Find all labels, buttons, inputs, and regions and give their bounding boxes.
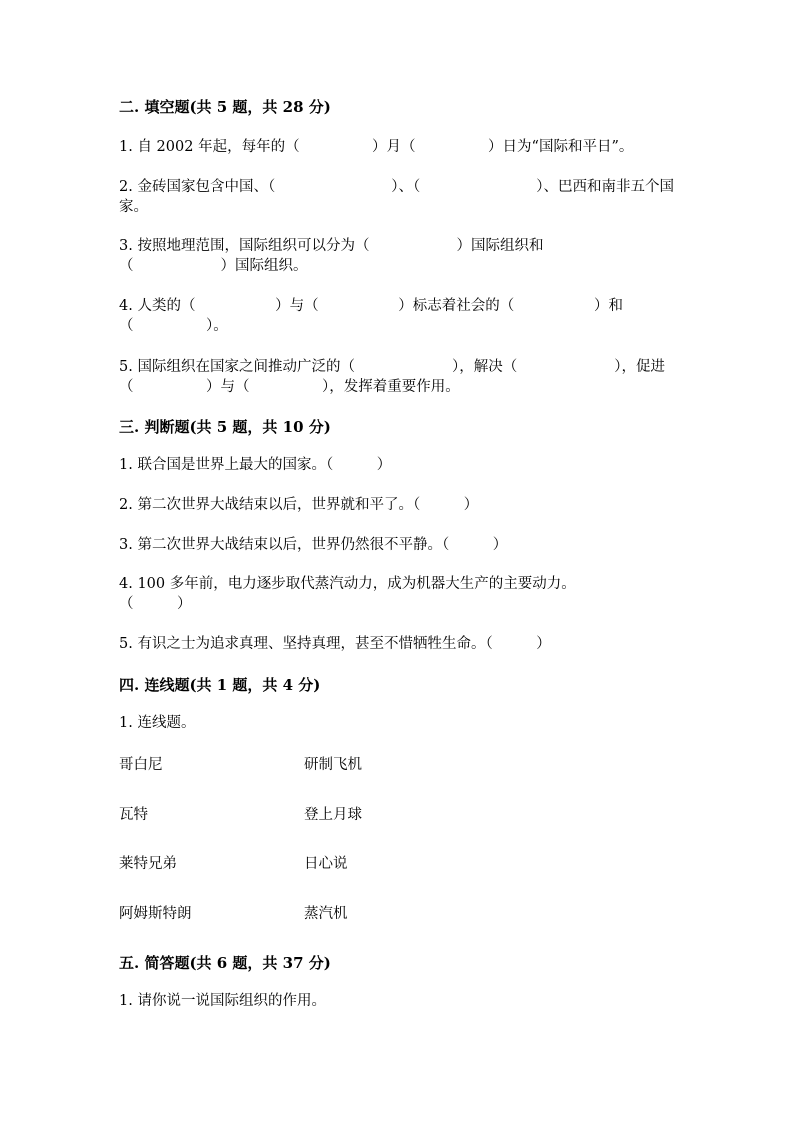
match-left-item: 阿姆斯特朗 [119, 906, 192, 922]
match-right-item: 日心说 [304, 856, 348, 872]
fill-question-5-segment: ），解决（ [451, 359, 518, 375]
judge-question-4-line-2: （ ） [119, 596, 192, 612]
fill-question-2-line-2: 家。 [119, 199, 148, 215]
fill-question-4-segment: ）与（ [275, 298, 319, 314]
fill-question-5-segment: 5. 国际组织在国家之间推动广泛的（ [119, 359, 355, 375]
match-question-1-text: 1. 连线题。 [119, 715, 196, 731]
fill-question-2-line-1 [119, 177, 674, 197]
match-left-item: 哥白尼 [119, 757, 163, 773]
fill-question-4-segment: ）标志着社会的（ [398, 298, 515, 314]
judge-question-3 [119, 535, 674, 555]
short-question-1-text: 1. 请你说一说国际组织的作用。 [119, 993, 326, 1009]
judge-question-5 [119, 634, 674, 654]
fill-question-1 [119, 137, 674, 157]
section-heading-short-answer: 五. 简答题(共 6 题，共 37 分) [119, 954, 331, 972]
fill-question-2-segment: ）、（ [391, 179, 421, 195]
judge-question-1 [119, 455, 674, 475]
fill-question-4 [119, 296, 674, 336]
fill-question-1-text: 1. 自 2002 年起，每年的（ ）月（ ）日为“国际和平日”。 [119, 139, 634, 155]
judge-question-4-line-1: 4. 100 多年前，电力逐步取代蒸汽动力，成为机器大生产的主要动力。 [119, 576, 576, 592]
section-heading-fill-blank: 二. 填空题(共 5 题，共 28 分) [119, 98, 331, 116]
fill-question-4-segment: 4. 人类的（ [119, 298, 196, 314]
fill-question-4-segment: ）和 [593, 298, 623, 314]
fill-question-5-segment: ），促进 [614, 359, 665, 375]
judge-question-3-text: 3. 第二次世界大战结束以后，世界仍然很不平静。（ ） [119, 537, 508, 553]
fill-question-5-line-1 [119, 357, 665, 377]
judge-question-5-text: 5. 有识之士为追求真理、坚持真理，甚至不惜牺牲生命。（ ） [119, 636, 551, 652]
fill-question-5-line-2: （ ）与（ ），发挥着重要作用。 [119, 379, 460, 395]
fill-question-2-segment: ）、巴西和南非五个国 [536, 179, 674, 195]
judge-question-2-text: 2. 第二次世界大战结束以后，世界就和平了。（ ） [119, 497, 479, 513]
section-heading-matching: 四. 连线题(共 1 题，共 4 分) [119, 676, 321, 694]
fill-question-2-segment: 2. 金砖国家包含中国、（ [119, 179, 276, 195]
match-right-item: 蒸汽机 [304, 906, 348, 922]
fill-question-4-line-2: （ ）。 [119, 318, 228, 334]
judge-question-4 [119, 574, 674, 614]
match-left-item: 莱特兄弟 [119, 856, 177, 872]
short-question-1 [119, 991, 674, 1011]
fill-question-3-line-1: 3. 按照地理范围，国际组织可以分为（ ）国际组织和 [119, 238, 544, 254]
fill-question-3-line-2: （ ）国际组织。 [119, 258, 308, 274]
match-question-1 [119, 713, 674, 733]
fill-question-5 [119, 357, 674, 397]
judge-question-2 [119, 495, 674, 515]
fill-question-2 [119, 177, 674, 217]
fill-question-4-line-1 [119, 296, 623, 316]
judge-question-1-text: 1. 联合国是世界上最大的国家。（ ） [119, 457, 392, 473]
section-heading-true-false: 三. 判断题(共 5 题，共 10 分) [119, 418, 331, 436]
match-right-item: 研制飞机 [304, 757, 362, 773]
match-left-item: 瓦特 [119, 807, 148, 823]
fill-question-3 [119, 236, 674, 276]
match-right-item: 登上月球 [304, 807, 362, 823]
